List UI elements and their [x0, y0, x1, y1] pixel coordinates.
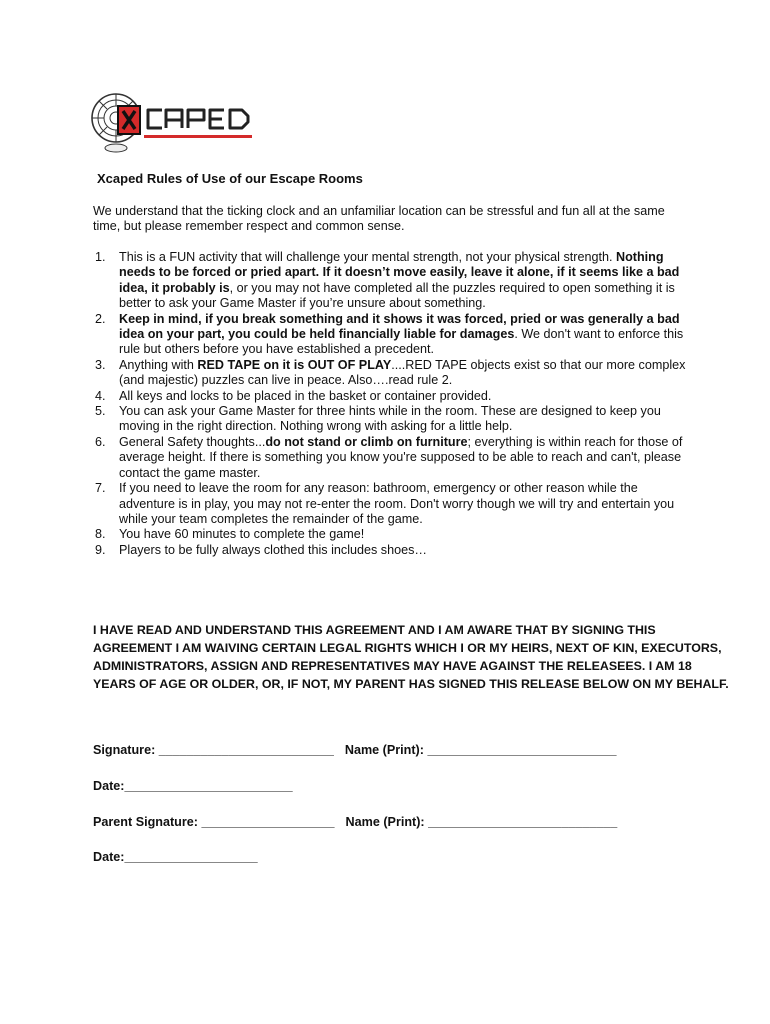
agreement-text: I HAVE READ AND UNDERSTAND THIS AGREEMENT AND I AM AWARE THAT BY SIGNING THIS AGREEMENT I AM WAIVING CERTAIN LEGAL RIGHTS WHICH I OR MY HEIRS, NEXT OF KIN, EXECUTORS, ADMINISTRATORS, ASSIGN AND REPRESENTATIVES MAY HAVE AGAINST THE RELEASEES. I AM 18 YEARS OF AGE OR OLDER, OR, IF NOT, MY PARENT HAS SIGNED THIS RELEASE BELOW ON MY BEHALF.: [93, 623, 729, 691]
rule-number: 4.: [95, 388, 106, 403]
rules-list: [93, 250, 693, 558]
rule-number: 9.: [95, 542, 106, 557]
rule-text: You have 60 minutes to complete the game!: [119, 527, 365, 542]
rule-text: ; everything is within reach for those of average height. If there is something you know you're supposed to be able to reach and can't, please contact the game master.: [119, 434, 683, 480]
page-title: Xcaped Rules of Use of our Escape Rooms: [97, 171, 363, 186]
parent-date-row: [93, 850, 258, 864]
date-field[interactable]: Date:________________________: [93, 779, 293, 793]
rule-number: 5.: [95, 404, 106, 419]
rule-item: [93, 481, 693, 527]
rule-number: 3.: [95, 357, 106, 372]
name-print-field[interactable]: Name (Print): ___________________________: [344, 743, 617, 757]
rule-text-bold: Keep in mind, if you break something and it shows it was forced, pried or was generally a bad idea on your part, you could be held financially liable for damages: [119, 311, 680, 342]
parent-signature-row: [93, 815, 617, 829]
rule-item: [93, 404, 693, 435]
date-row: [93, 779, 293, 793]
signature-row: [93, 743, 617, 757]
rule-text: This is a FUN activity that will challenge your mental strength, not your physical strength.: [119, 250, 616, 264]
rule-item: [93, 527, 693, 542]
rule-item: [93, 312, 693, 358]
parent-date-field[interactable]: Date:___________________: [93, 850, 258, 864]
rule-item: [93, 358, 693, 389]
rule-text: Players to be fully always clothed this includes shoes…: [119, 542, 427, 557]
rule-text: You can ask your Game Master for three hints while in the room. These are designed to keep you moving in the right direction. Nothing wrong with asking for a little help.: [119, 404, 661, 434]
rule-item: [93, 435, 693, 481]
rule-text-bold: Nothing needs to be forced or pried apart. If it doesn’t move easily, leave it alone, if it seems like a bad idea, it probably is: [119, 250, 680, 295]
rule-text-bold: RED TAPE on it is OUT OF PLAY: [197, 357, 392, 372]
intro-paragraph: We understand that the ticking clock and an unfamiliar location can be stressful and fun all at the same time, but please remember respect and common sense.: [93, 204, 665, 234]
rule-text: All keys and locks to be placed in the basket or container provided.: [119, 388, 492, 403]
parent-signature-field[interactable]: Parent Signature: ___________________: [93, 815, 335, 829]
rule-number: 1.: [95, 250, 106, 264]
rule-text: . We don't want to enforce this rule but others before you have established a precedent.: [119, 327, 684, 357]
rule-text: If you need to leave the room for any reason: bathroom, emergency or other reason while the adventure is in play, you may not re-enter the room. Don't worry though we will try and entertain you while your team completes the remainder of the game.: [119, 481, 675, 526]
rule-number: 8.: [95, 527, 106, 542]
rule-item: [93, 250, 693, 312]
rule-number: 2.: [95, 311, 106, 326]
rule-item: [93, 543, 693, 558]
parent-name-print-field[interactable]: Name (Print): ___________________________: [345, 815, 618, 829]
rule-text: ....RED TAPE objects exist so that our more complex (and majestic) puzzles can live in peace. Also….read rule 2.: [119, 357, 686, 388]
rule-text: , or you may not have completed all the puzzles required to open something it is better to ask your Game Master if you’re unsure about something.: [119, 280, 675, 311]
rule-text-bold: do not stand or climb on furniture: [265, 434, 468, 449]
rule-item: [93, 389, 693, 404]
xcaped-logo: [88, 84, 298, 160]
rule-text: Anything with: [119, 357, 198, 372]
rule-number: 7.: [95, 481, 106, 496]
signature-field[interactable]: Signature: _________________________: [93, 743, 334, 757]
rule-text: General Safety thoughts...: [119, 434, 266, 449]
rule-number: 6.: [95, 434, 106, 449]
